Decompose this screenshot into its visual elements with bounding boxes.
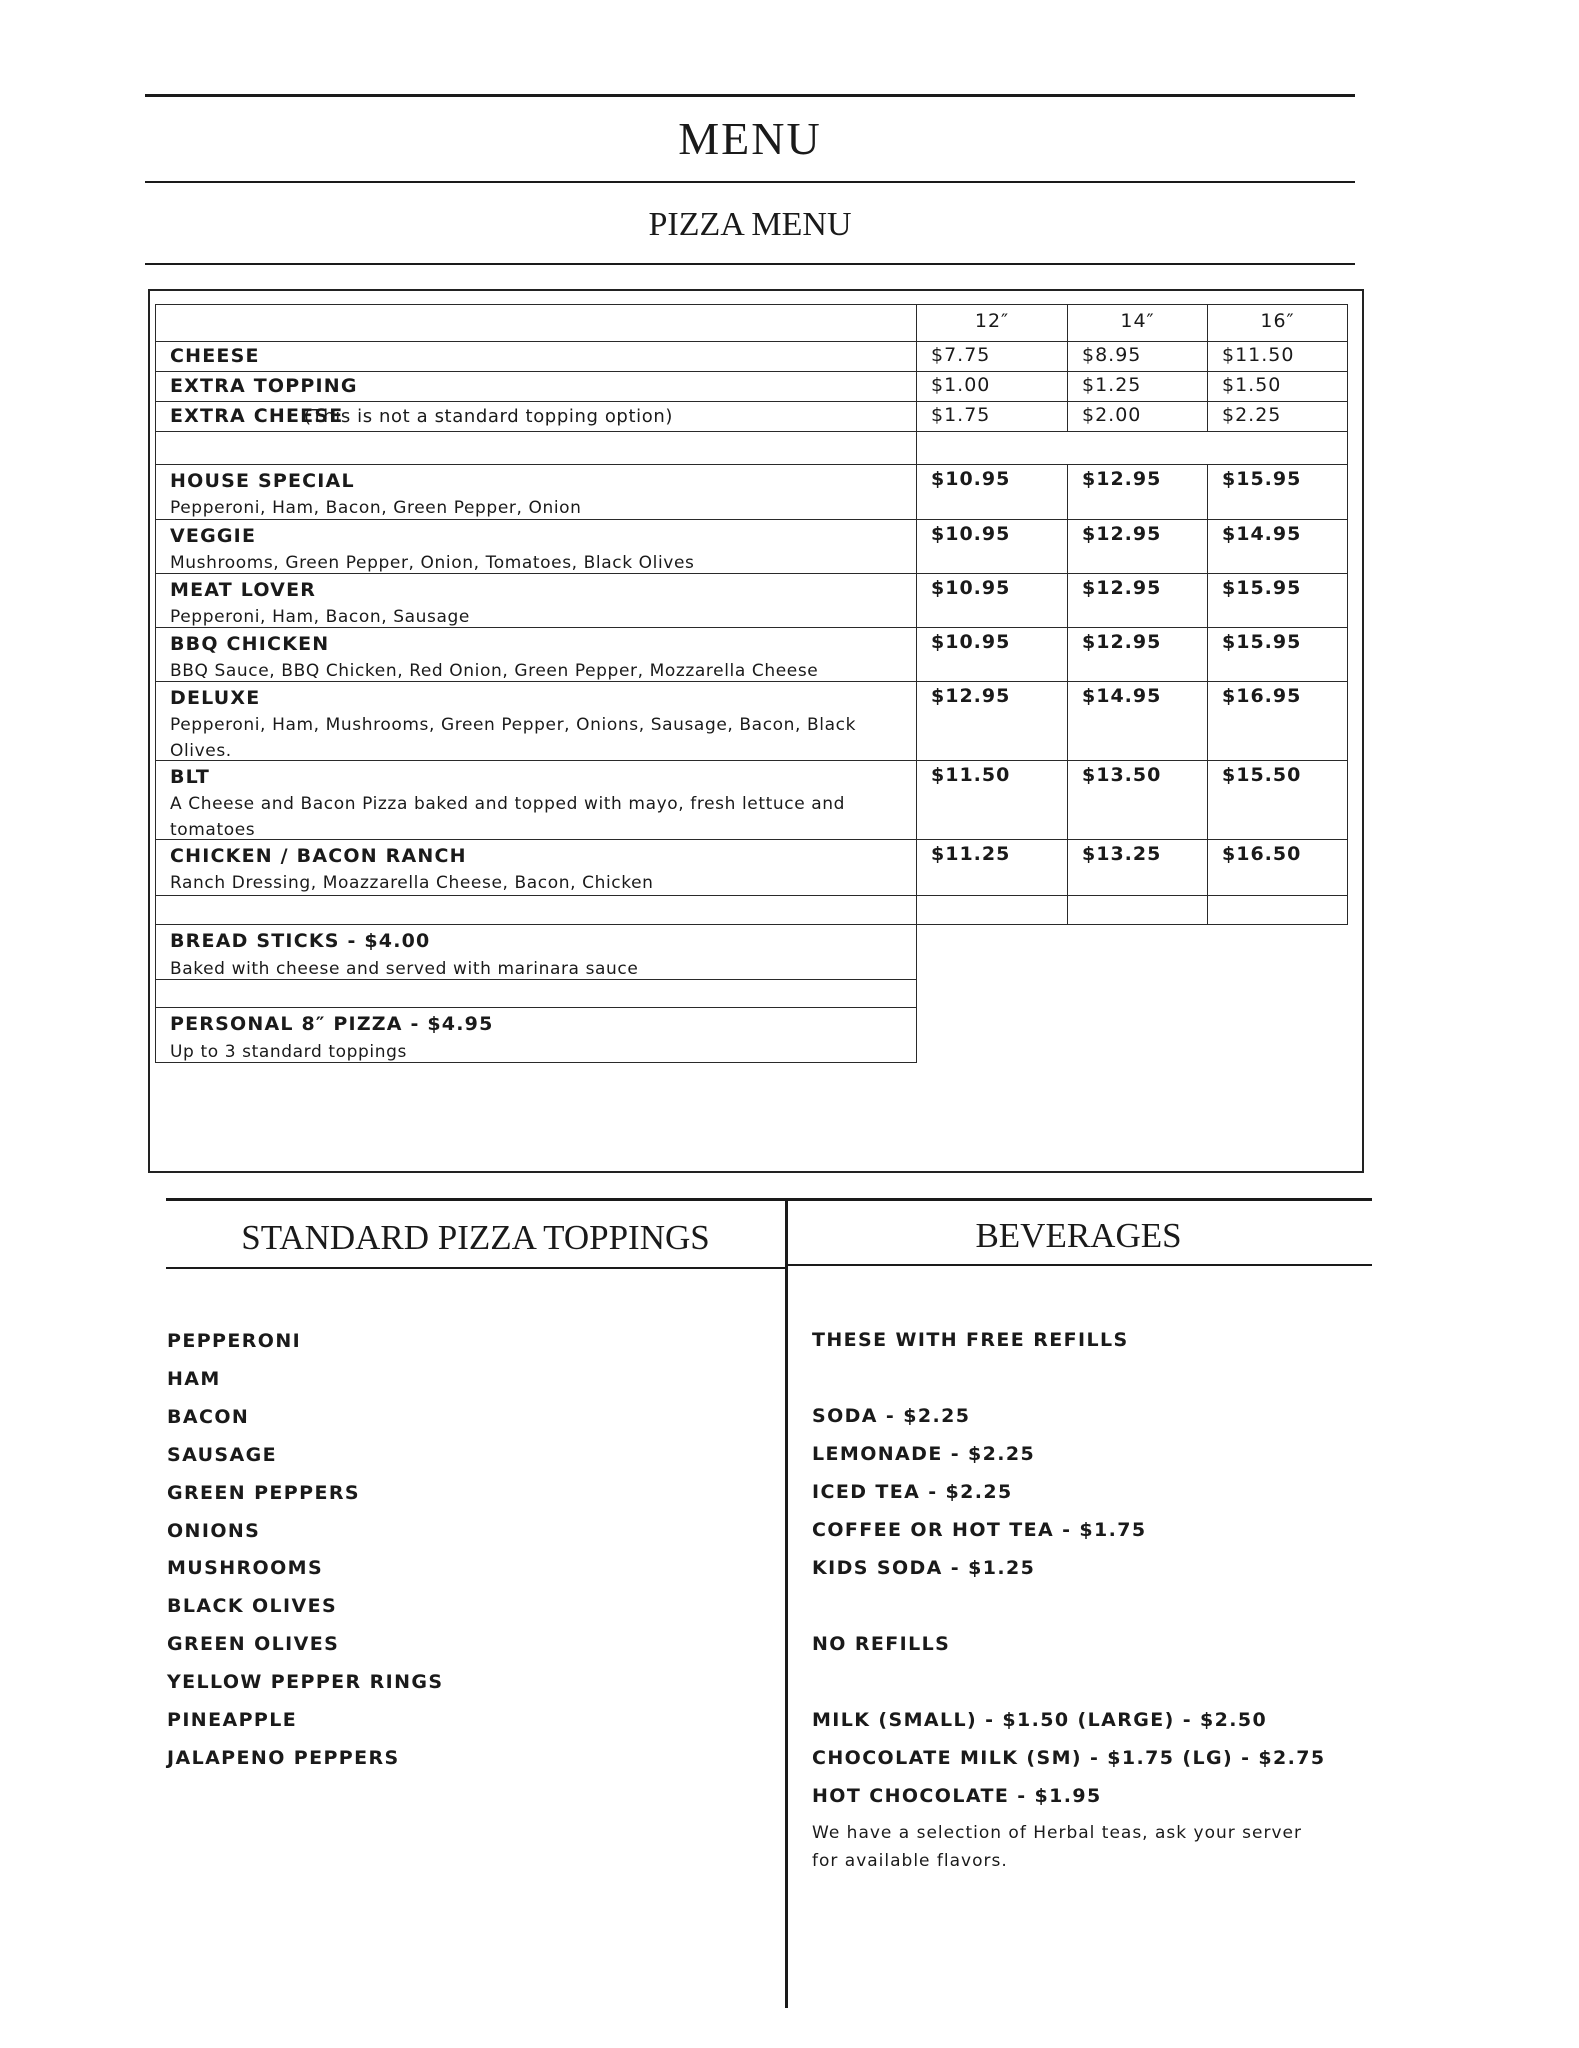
beverage-item: CHOCOLATE MILK (SM) - $1.75 (LG) - $2.75: [812, 1747, 1326, 1769]
price-cell: [1207, 681, 1348, 761]
basic-row-2: [155, 401, 917, 432]
empty-price-cell: [916, 895, 1068, 925]
price: $1.25: [1082, 374, 1142, 396]
price-cell: [1207, 573, 1348, 628]
topping-item: BLACK OLIVES: [167, 1595, 338, 1618]
toppings-heading-rule: [166, 1267, 785, 1269]
price: $10.95: [931, 631, 1011, 653]
price: $10.95: [931, 468, 1011, 490]
topping-item: MUSHROOMS: [167, 1557, 324, 1580]
spacer-row: [155, 431, 917, 465]
beverage-item: MILK (SMALL) - $1.50 (LARGE) - $2.50: [812, 1709, 1268, 1731]
item-description: Ranch Dressing, Moazzarella Cheese, Bacon, Chicken: [170, 873, 654, 893]
price: $15.95: [1222, 468, 1302, 490]
price-cell: [1207, 519, 1348, 574]
price-cell: [1207, 839, 1348, 896]
item-description: Pepperoni, Ham, Bacon, Green Pepper, Onion: [170, 498, 582, 518]
item-name: PERSONAL 8″ PIZZA - $4.95: [170, 1013, 494, 1035]
lower-divider: [785, 1200, 788, 2008]
price: $13.50: [1082, 764, 1162, 786]
beverage-item: KIDS SODA - $1.25: [812, 1557, 1036, 1579]
price: $11.25: [931, 843, 1011, 865]
price-cell: [1207, 341, 1348, 372]
item-name: EXTRA CHEESE: [170, 405, 344, 427]
herbal-tea-note: We have a selection of Herbal teas, ask your server for available flavors.: [812, 1823, 1302, 1871]
item-name: BREAD STICKS - $4.00: [170, 930, 431, 952]
item-description: Mushrooms, Green Pepper, Onion, Tomatoes, Black Olives: [170, 553, 695, 573]
top-rule: [145, 94, 1355, 97]
price: $15.50: [1222, 764, 1302, 786]
price: $7.75: [931, 344, 991, 366]
price-cell: [1067, 627, 1208, 682]
price: $15.95: [1222, 577, 1302, 599]
item-name: BBQ CHICKEN: [170, 633, 330, 655]
price-cell: [1067, 371, 1208, 402]
item-description: BBQ Sauce, BBQ Chicken, Red Onion, Green Pepper, Mozzarella Cheese: [170, 661, 819, 681]
specialty-row-1: [155, 519, 917, 574]
beverage-item: SODA - $2.25: [812, 1405, 971, 1427]
topping-item: PINEAPPLE: [167, 1709, 298, 1731]
price-cell: [1067, 464, 1208, 520]
size-header-12: 12″: [916, 304, 1068, 342]
size-header-14: 14″: [1067, 304, 1208, 342]
price-cell: [1067, 519, 1208, 574]
price: $1.50: [1222, 374, 1282, 396]
beverage-item: COFFEE OR HOT TEA - $1.75: [812, 1519, 1147, 1541]
price-cell: [916, 401, 1068, 432]
title-rule: [145, 181, 1355, 183]
price: $1.00: [931, 374, 991, 396]
price: $14.95: [1222, 523, 1302, 545]
topping-item: YELLOW PEPPER RINGS: [167, 1671, 444, 1694]
item-name: HOUSE SPECIAL: [170, 470, 355, 492]
size-header-16: 16″: [1207, 304, 1348, 342]
beverages-heading-rule: [785, 1264, 1372, 1266]
price: $13.25: [1082, 843, 1162, 865]
item-description: Pepperoni, Ham, Bacon, Sausage: [170, 607, 470, 627]
item-description: A Cheese and Bacon Pizza baked and topped with mayo, fresh lettuce and tomatoes: [170, 794, 846, 840]
no-refills-label: NO REFILLS: [812, 1633, 951, 1655]
price-cell: [1207, 760, 1348, 840]
empty-price-cell: [1207, 895, 1348, 925]
specialty-row-4: [155, 681, 917, 761]
item-name: VEGGIE: [170, 525, 257, 547]
price: $10.95: [931, 523, 1011, 545]
price-cell: [916, 371, 1068, 402]
extra-row-1: [155, 1007, 917, 1063]
price-cell: [1207, 371, 1348, 402]
spacer-row-prices: [916, 431, 1348, 465]
topping-item: GREEN PEPPERS: [167, 1481, 360, 1504]
price-cell: [1207, 401, 1348, 432]
topping-item: GREEN OLIVES: [167, 1633, 340, 1656]
price: $8.95: [1082, 344, 1142, 366]
price-cell: [916, 681, 1068, 761]
beverage-item: LEMONADE - $2.25: [812, 1443, 1036, 1465]
extra-spacer-row: [155, 979, 917, 1008]
specialty-row-3: [155, 627, 917, 682]
lower-top-rule: [166, 1198, 1372, 1201]
item-description: Baked with cheese and served with marinara sauce: [170, 959, 639, 979]
price-cell: [916, 839, 1068, 896]
item-name: MEAT LOVER: [170, 579, 317, 601]
specialty-row-0: [155, 464, 917, 520]
page-title: MENU: [678, 113, 822, 164]
price: $10.95: [931, 577, 1011, 599]
free-refills-label: THESE WITH FREE REFILLS: [812, 1329, 1129, 1351]
price-cell: [1067, 401, 1208, 432]
beverage-item: ICED TEA - $2.25: [812, 1481, 1013, 1503]
basic-row-1: [155, 371, 917, 402]
price: $2.00: [1082, 404, 1142, 426]
price: $12.95: [931, 685, 1011, 707]
specialty-row-5: [155, 760, 917, 840]
toppings-heading: STANDARD PIZZA TOPPINGS: [241, 1218, 710, 1257]
pizza-price-table: [148, 289, 1364, 1173]
price: $11.50: [1222, 344, 1295, 366]
item-description: Up to 3 standard toppings: [170, 1042, 407, 1062]
beverage-item: HOT CHOCOLATE - $1.95: [812, 1785, 1102, 1807]
specialty-row-2: [155, 573, 917, 628]
price: $1.75: [931, 404, 991, 426]
price-cell: [1067, 760, 1208, 840]
header-blank-cell: [155, 304, 917, 342]
price: $16.50: [1222, 843, 1302, 865]
topping-item: PEPPERONI: [167, 1330, 302, 1352]
specialty-row-6: [155, 839, 917, 896]
topping-item: ONIONS: [167, 1519, 261, 1542]
basic-row-0: [155, 341, 917, 372]
price-cell: [916, 627, 1068, 682]
price: $12.95: [1082, 523, 1162, 545]
price: $15.95: [1222, 631, 1302, 653]
price: $12.95: [1082, 577, 1162, 599]
price-cell: [916, 573, 1068, 628]
item-name: CHEESE: [170, 345, 260, 367]
price-cell: [1067, 341, 1208, 372]
item-name: CHICKEN / BACON RANCH: [170, 845, 467, 867]
price-cell: [1067, 839, 1208, 896]
empty-row: [155, 895, 917, 925]
item-note: (This is not a standard topping option): [304, 406, 673, 427]
topping-item: BACON: [167, 1405, 250, 1428]
price-cell: [1067, 573, 1208, 628]
topping-item: HAM: [167, 1367, 221, 1390]
price: $2.25: [1222, 404, 1282, 426]
price: $11.50: [931, 764, 1011, 786]
beverages-heading: BEVERAGES: [975, 1216, 1182, 1255]
price: $12.95: [1082, 468, 1162, 490]
subtitle-rule: [145, 263, 1355, 265]
price-cell: [916, 519, 1068, 574]
item-description: Pepperoni, Ham, Mushrooms, Green Pepper, Onions, Sausage, Bacon, Black Olives.: [170, 715, 857, 761]
pizza-menu-heading: PIZZA MENU: [648, 206, 852, 243]
price: $12.95: [1082, 631, 1162, 653]
price-cell: [916, 341, 1068, 372]
price-cell: [1207, 464, 1348, 520]
price: $16.95: [1222, 685, 1302, 707]
price-cell: [1067, 681, 1208, 761]
price: $14.95: [1082, 685, 1162, 707]
empty-price-cell: [1067, 895, 1208, 925]
price-cell: [916, 760, 1068, 840]
topping-item: SAUSAGE: [167, 1443, 277, 1466]
item-name: BLT: [170, 766, 211, 788]
price-cell: [916, 464, 1068, 520]
topping-item: JALAPENO PEPPERS: [167, 1746, 400, 1769]
item-name: EXTRA TOPPING: [170, 375, 358, 397]
extra-row-0: [155, 924, 917, 980]
item-name: DELUXE: [170, 687, 261, 709]
price-cell: [1207, 627, 1348, 682]
